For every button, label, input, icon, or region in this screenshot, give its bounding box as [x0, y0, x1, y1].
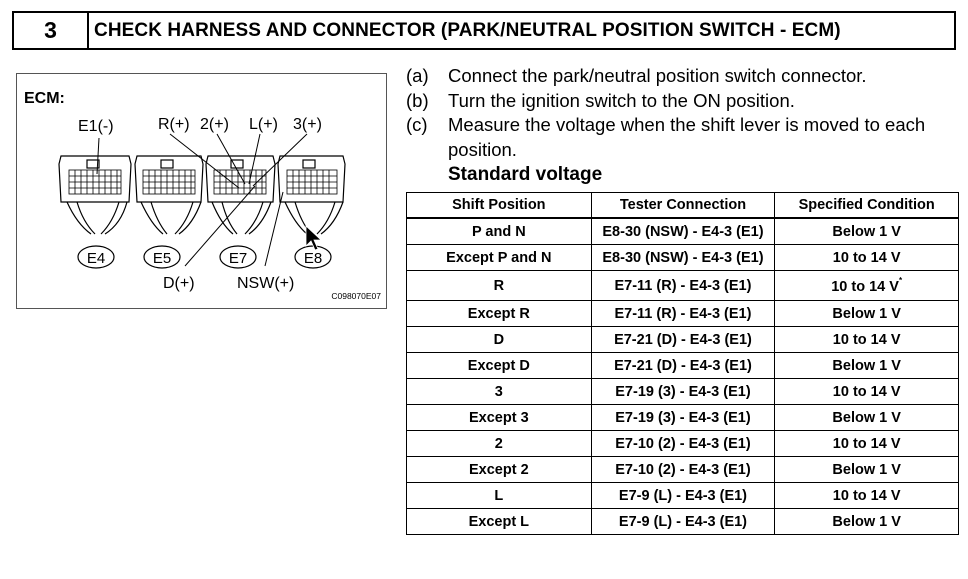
- table-row: Except R E7-11 (R) - E4-3 (E1) Below 1 V: [407, 301, 959, 327]
- table-row: Except 2 E7-10 (2) - E4-3 (E1) Below 1 V: [407, 457, 959, 483]
- instruction-b: (b) Turn the ignition switch to the ON position.: [406, 89, 795, 111]
- footnote-mark: *: [898, 276, 903, 285]
- table-row: Except P and N E8-30 (NSW) - E4-3 (E1) 10 to 14 V: [407, 245, 959, 271]
- pin-label-3: 3(+): [293, 116, 322, 133]
- table-header-row: [407, 193, 959, 219]
- connector-label-e4: E4: [86, 250, 106, 267]
- step-number: 3: [14, 13, 89, 48]
- column-header-tester-connection: Tester Connection: [591, 193, 775, 219]
- table-row: 2 E7-10 (2) - E4-3 (E1) 10 to 14 V: [407, 431, 959, 457]
- table-row: Except 3 E7-19 (3) - E4-3 (E1) Below 1 V: [407, 405, 959, 431]
- table-row: 3 E7-19 (3) - E4-3 (E1) 10 to 14 V: [407, 379, 959, 405]
- figure-code: C098070E07: [331, 291, 381, 301]
- column-header-specified-condition: Specified Condition: [775, 193, 959, 219]
- table-row: Except L E7-9 (L) - E4-3 (E1) Below 1 V: [407, 509, 959, 535]
- pin-label-d: D(+): [163, 275, 195, 292]
- table-row: R E7-11 (R) - E4-3 (E1) 10 to 14 V*: [407, 271, 959, 301]
- step-title: CHECK HARNESS AND CONNECTOR (PARK/NEUTRAL POSITION SWITCH - ECM): [94, 19, 841, 41]
- connector-label-e8: E8: [303, 250, 323, 267]
- ecm-label: ECM:: [24, 90, 65, 107]
- table-row: Except D E7-21 (D) - E4-3 (E1) Below 1 V: [407, 353, 959, 379]
- connector-body-e4: [59, 156, 131, 202]
- table-row: D E7-21 (D) - E4-3 (E1) 10 to 14 V: [407, 327, 959, 353]
- step-header: [12, 11, 956, 50]
- instruction-c: (c) Measure the voltage when the shift lever is moved to each position.: [406, 114, 926, 160]
- instruction-a: (a) Connect the park/neutral position switch connector.: [406, 65, 867, 86]
- instructions: [406, 64, 946, 187]
- ecm-connector-diagram: [17, 74, 388, 310]
- pin-label-e1: E1(-): [78, 118, 114, 135]
- standard-voltage-title: Standard voltage: [448, 164, 603, 185]
- specified-condition-with-footnote: 10 to 14 V*: [775, 271, 959, 301]
- pin-label-r: R(+): [158, 116, 190, 133]
- standard-voltage-table: [406, 192, 959, 535]
- connector-body-e5: [135, 156, 203, 202]
- connector-label-e5: E5: [152, 250, 172, 267]
- pin-label-l: L(+): [249, 116, 278, 133]
- table-row: P and N E8-30 (NSW) - E4-3 (E1) Below 1 V: [407, 218, 959, 245]
- pin-label-2: 2(+): [200, 116, 229, 133]
- table-row: L E7-9 (L) - E4-3 (E1) 10 to 14 V: [407, 483, 959, 509]
- column-header-shift-position: Shift Position: [407, 193, 592, 219]
- connector-body-e8: [278, 156, 345, 202]
- ecm-connector-figure: [16, 73, 387, 309]
- connector-body-e7: [206, 156, 275, 202]
- pin-label-nsw: NSW(+): [237, 275, 295, 292]
- connector-label-e7: E7: [228, 250, 248, 267]
